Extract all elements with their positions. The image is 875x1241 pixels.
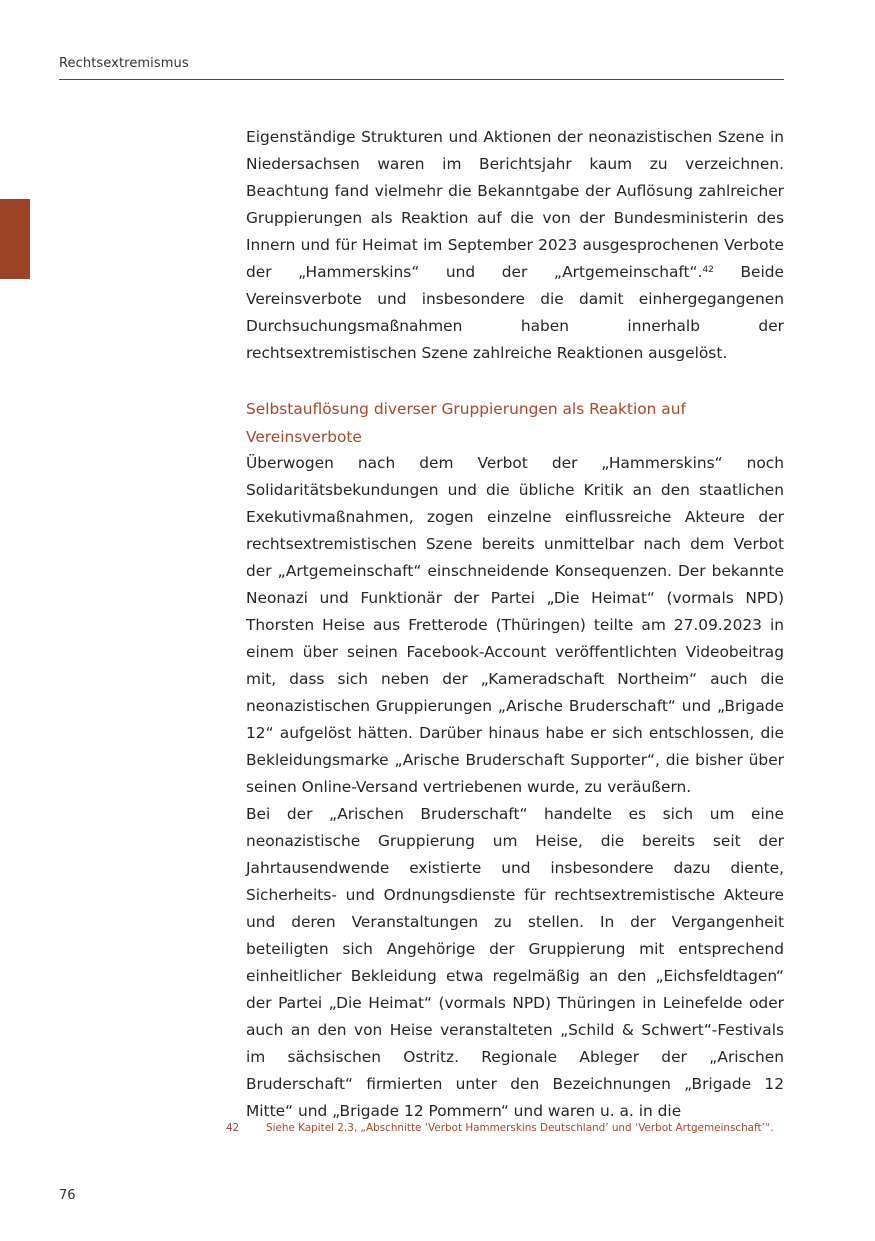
footnote-text: Siehe Kapitel 2.3, „Abschnitte ‘Verbot Hammerskins Deutschland’ und ‘Verbot Artgemeinschaft’“. — [266, 1122, 774, 1134]
footnote-reference[interactable]: 42 — [702, 265, 714, 275]
intro-paragraph-block — [246, 124, 784, 367]
section-heading: Selbstauflösung diverser Gruppierungen als Reaktion auf Vereinsverbote — [246, 400, 686, 446]
chapter-side-tab — [0, 199, 30, 279]
header-divider — [59, 79, 784, 80]
section-paragraph-2: Bei der „Arischen Bruderschaft“ handelte es sich um eine neonazistische Gruppierung um Heise, die bereits seit der Jahrtausendwende existierte und insbesondere dazu diente, Sicherheits- und Ordnungsdienste für rechtsextremistische Akteure und deren Veranstaltungen zu stellen. In der Vergangenheit beteiligten sich Angehörige der Gruppierung mit entsprechend einheitlicher Bekleidung etwa regelmäßig an den „Eichsfeldtagen“ der Partei „Die Heimat“ (vormals NPD) Thüringen in Leinefelde oder auch an den von Heise veranstalteten „Schild & Schwert“-Festivals im sächsischen Ostritz. Regionale Ableger der „Arischen Bruderschaft“ firmierten unter den Bezeichnungen „Brigade 12 Mitte“ und „Brigade 12 Pommern“ und waren u. a. in die — [246, 805, 784, 1120]
running-header-title: Rechtsextremismus — [59, 56, 189, 71]
footnote — [226, 1121, 806, 1136]
section-body — [246, 450, 784, 1125]
section-paragraph-1: Überwogen nach dem Verbot der „Hammerskins“ noch Solidaritätsbekundungen und die übliche Kritik an den staatlichen Exekutivmaßnahmen, zogen einzelne einflussreiche Akteure der rechtsextremistischen Szene bereits unmittelbar nach dem Verbot der „Artgemeinschaft“ einschneidende Konsequenzen. Der bekannte Neonazi und Funktionär der Partei „Die Heimat“ (vormals NPD) Thorsten Heise aus Fretterode (Thüringen) teilte am 27.09.2023 in einem über seinen Facebook-Account veröffentlichten Videobeitrag mit, dass sich neben der „Kameradschaft Northeim“ auch die neonazistischen Gruppierungen „Arische Bruderschaft“ und „Brigade 12“ aufgelöst hätten. Darüber hinaus habe er sich entschlossen, die Bekleidungsmarke „Arische Bruderschaft Supporter“, die bisher über seinen Online-Versand vertriebenen wurde, zu veräußern. — [246, 454, 784, 796]
intro-text: Eigenständige Strukturen und Aktionen der neonazistischen Szene in Niedersachsen waren im Berichtsjahr kaum zu verzeichnen. Beachtung fand vielmehr die Bekanntgabe der Auflösung zahlreicher Gruppierungen als Reaktion auf die von der Bundesministerin des Innern und für Heimat im September 2023 ausgesprochenen Verbote der „Hammerskins“ und der „Artgemeinschaft“. — [246, 128, 784, 281]
intro-paragraph — [246, 124, 784, 367]
intro-text-continued: Beide Vereinsverbote und insbesondere die damit einhergegangenen Durchsuchungsmaßnahmen haben innerhalb der rechtsextremistischen Szene zahlreiche Reaktionen ausgelöst. — [246, 263, 784, 362]
page-number: 76 — [59, 1188, 76, 1203]
footnote-number: 42 — [226, 1122, 240, 1134]
